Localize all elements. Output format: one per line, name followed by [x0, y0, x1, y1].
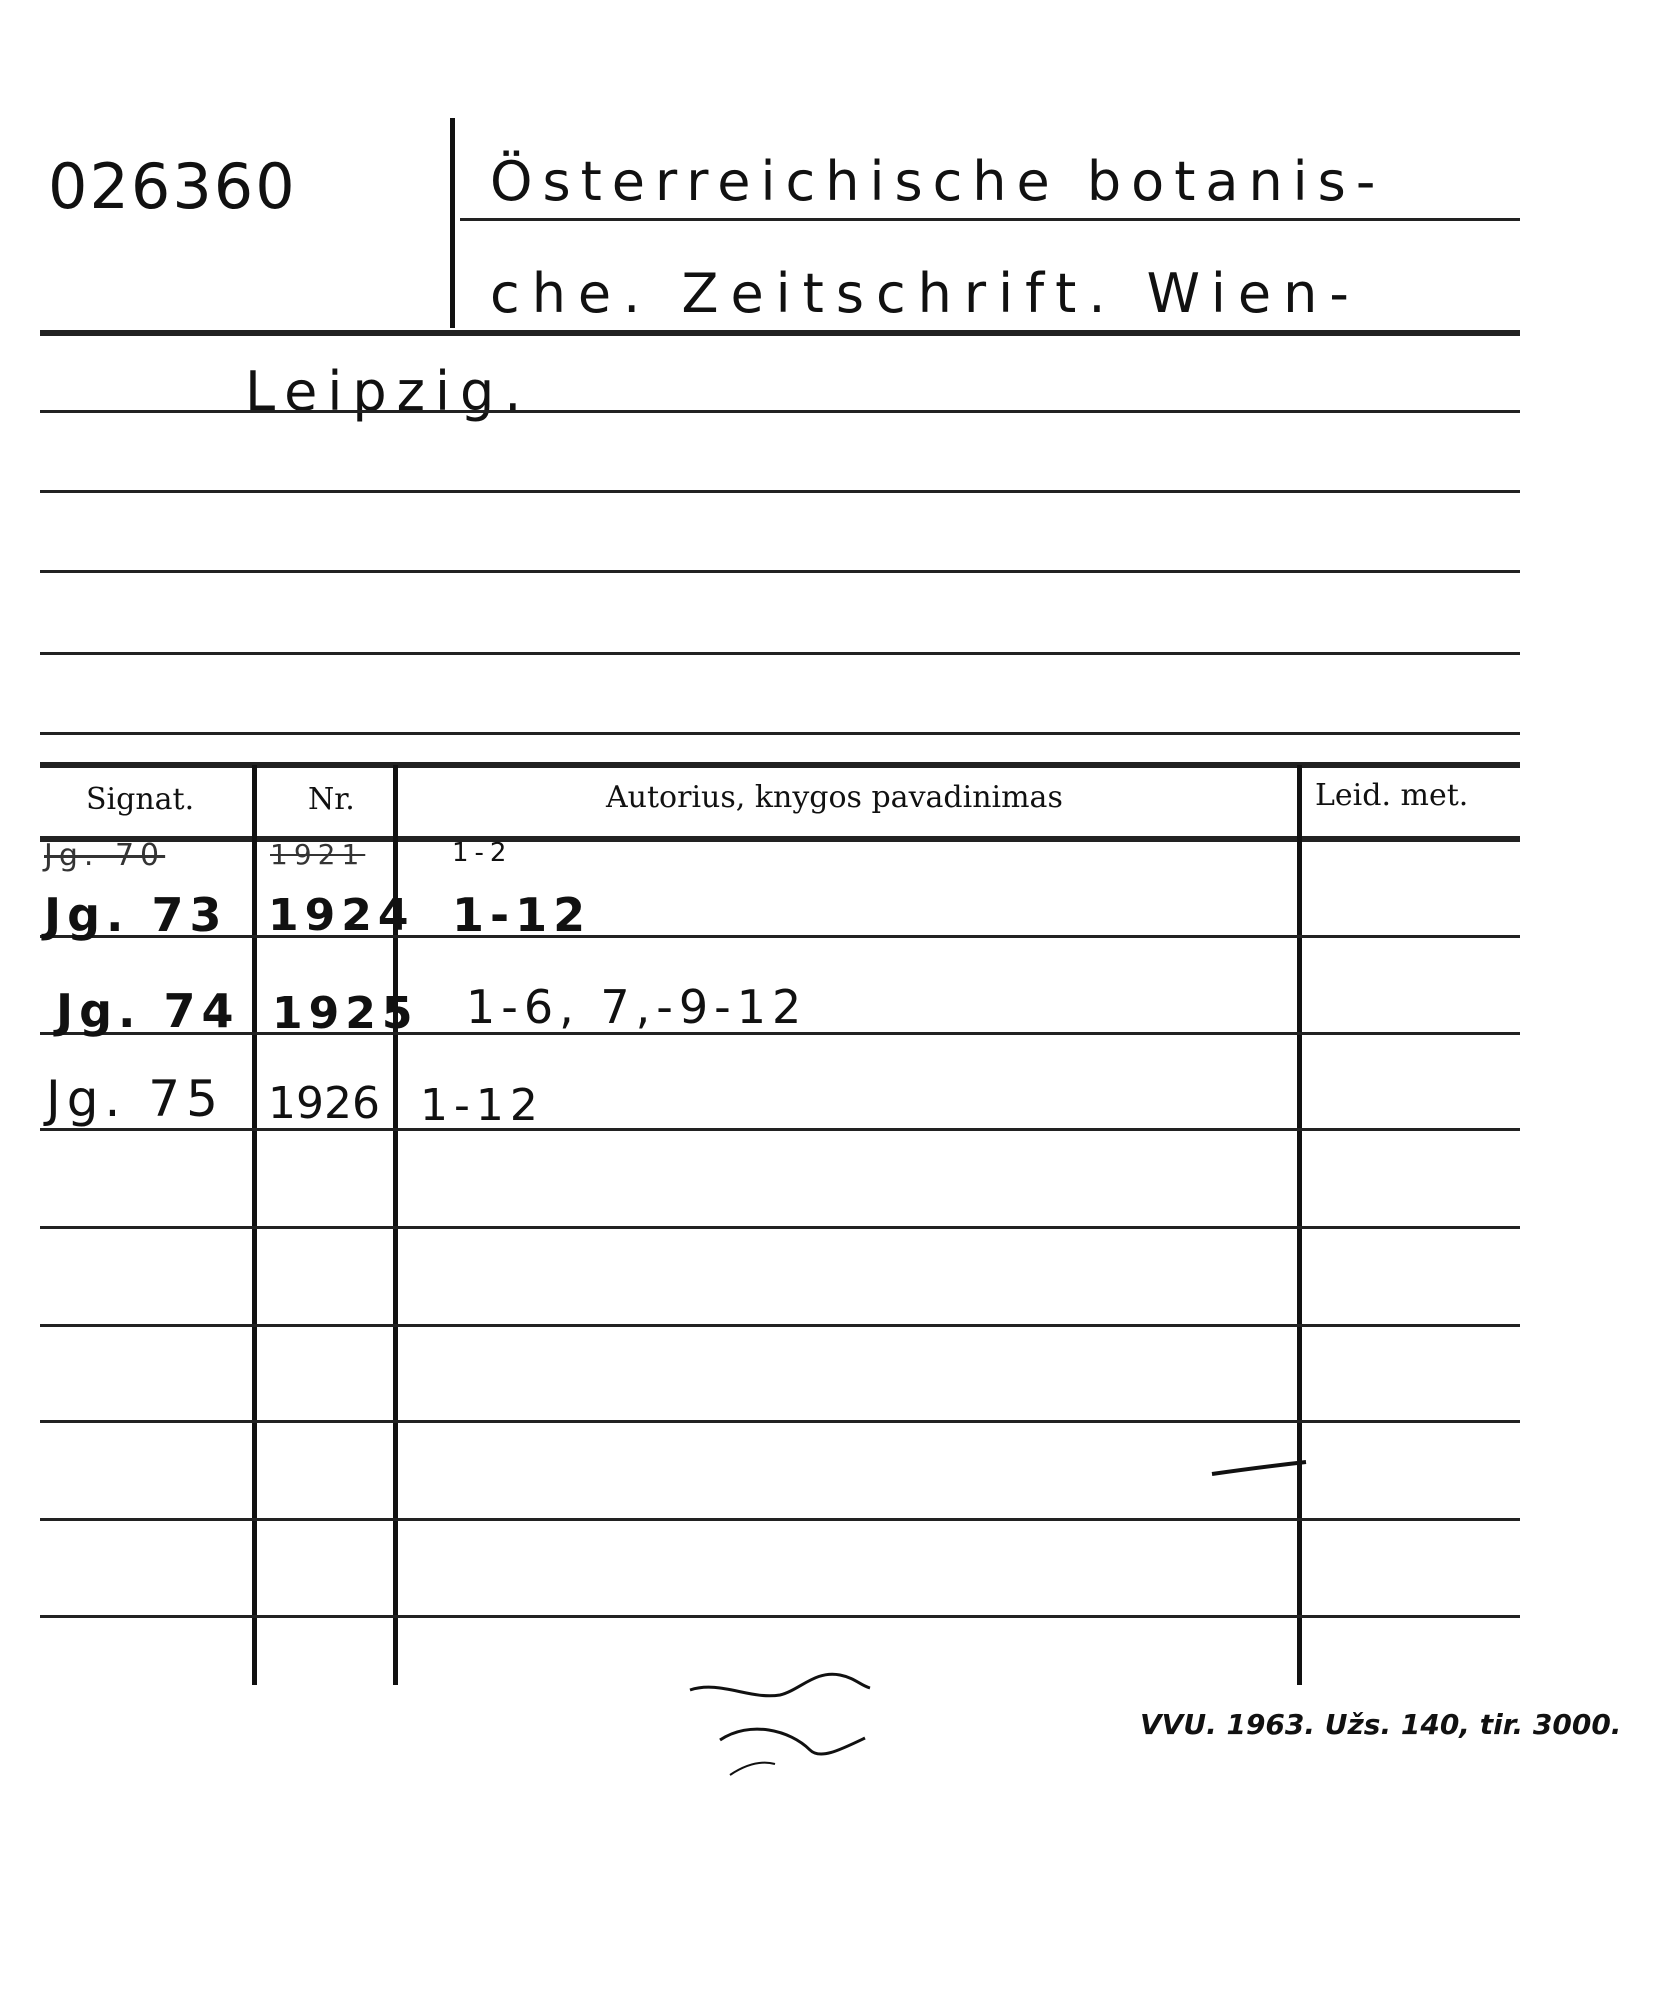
row-3-signat: Jg. 74: [56, 984, 240, 1038]
title-line-2: che. Zeitschrift. Wien-: [490, 262, 1361, 325]
title-rule-1: [460, 218, 1520, 221]
blank-rule: [40, 490, 1520, 493]
title-line-3: Leipzig.: [245, 360, 532, 423]
row-2-signat: Jg. 73: [44, 888, 228, 942]
header-year: Leid. met.: [1315, 778, 1469, 813]
table-row-rule: [40, 1226, 1520, 1229]
printer-imprint: VVU. 1963. Užs. 140, tir. 3000.: [1140, 1708, 1622, 1741]
row-1-issues: 1-2: [452, 838, 513, 868]
title-divider: [450, 118, 455, 328]
table-row-rule: [40, 1128, 1520, 1131]
blank-rule: [40, 732, 1520, 735]
header-nr: Nr.: [308, 782, 355, 817]
row-3-nr: 1925: [272, 988, 419, 1039]
blank-rule: [40, 410, 1520, 413]
title-line-1: Österreichische botanis-: [490, 150, 1386, 213]
column-rule: [1297, 765, 1302, 1685]
blank-rule: [40, 652, 1520, 655]
table-row-rule: [40, 1324, 1520, 1327]
header-signat: Signat.: [86, 782, 195, 817]
row-2-issues: 1-12: [452, 888, 592, 942]
row-4-nr: 1926: [268, 1078, 380, 1129]
header-author-title: Autorius, knygos pavadinimas: [606, 780, 1063, 815]
ink-scribble: [680, 1660, 900, 1800]
table-row-rule: [40, 1615, 1520, 1618]
catalog-number: 026360: [48, 150, 297, 223]
table-row-rule: [40, 935, 1520, 938]
row-2-nr: 1924: [268, 890, 415, 941]
ink-mark: [1210, 1460, 1310, 1480]
row-4-signat: Jg. 75: [46, 1070, 224, 1128]
row-4-issues: 1-12: [420, 1080, 544, 1131]
table-row-rule: [40, 1420, 1520, 1423]
row-1-nr: 1921: [270, 838, 366, 871]
blank-rule: [40, 570, 1520, 573]
row-3-issues: 1-6, 7,-9-12: [466, 980, 808, 1034]
table-row-rule: [40, 1518, 1520, 1521]
title-rule-2: [40, 330, 1520, 336]
column-rule: [252, 765, 257, 1685]
row-1-signat: Jg. 70: [44, 838, 166, 873]
